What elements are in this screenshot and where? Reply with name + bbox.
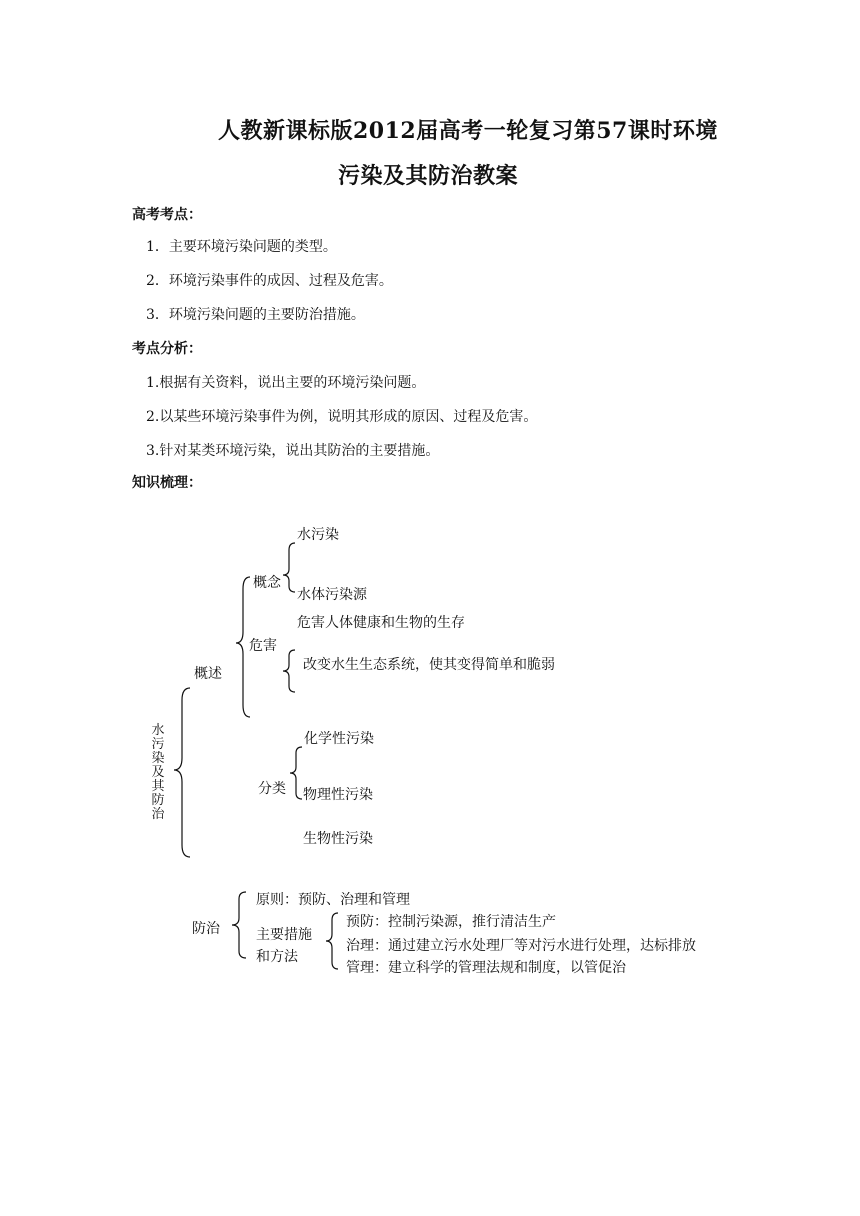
node-overview: 概述 (194, 666, 222, 682)
node-chemical: 化学性污染 (304, 731, 374, 747)
node-biological: 生物性污染 (303, 831, 373, 847)
exam-point-item: 1．主要环境污染问题的类型。 (146, 239, 337, 255)
node-pollution-source: 水体污染源 (297, 587, 367, 603)
brace-concept (283, 543, 295, 592)
node-water-pollution: 水污染 (297, 527, 339, 543)
node-harm: 危害 (249, 638, 277, 654)
section-heading-exam-points: 高考考点： (132, 207, 202, 223)
node-prevention: 预防：控制污染源，推行清洁生产 (346, 914, 556, 930)
node-classification: 分类 (258, 781, 286, 797)
exam-point-item: 3．环境污染问题的主要防治措施。 (146, 307, 365, 323)
brace-overview (236, 577, 250, 717)
node-harm-1: 危害人体健康和生物的生存 (297, 615, 465, 631)
node-concept: 概念 (253, 575, 281, 591)
brace-control (232, 892, 246, 958)
brace-measures (326, 913, 338, 969)
analysis-item: 1.根据有关资料，说出主要的环境污染问题。 (146, 375, 426, 391)
node-treatment: 治理：通过建立污水处理厂等对污水进行处理，达标排放 (346, 938, 696, 954)
node-measures-line-2: 和方法 (256, 949, 298, 965)
brace-harm (283, 650, 295, 692)
analysis-item: 3.针对某类环境污染，说出其防治的主要措施。 (146, 443, 440, 459)
brace-root (174, 688, 190, 857)
analysis-item: 2.以某些环境污染事件为例，说明其形成的原因、过程及危害。 (146, 409, 538, 425)
brace-classification (290, 747, 302, 799)
exam-point-item: 2．环境污染事件的成因、过程及危害。 (146, 273, 393, 289)
node-physical: 物理性污染 (303, 787, 373, 803)
node-measures-line-1: 主要措施 (256, 927, 312, 943)
node-harm-2: 改变水生生态系统，使其变得简单和脆弱 (303, 657, 555, 673)
page-title-line-1: 人教新课标版2012届高考一轮复习第57课时环境 (218, 118, 718, 144)
diagram-root-label: 水污染及其防治 (151, 723, 165, 822)
node-principle: 原则：预防、治理和管理 (256, 892, 410, 908)
section-heading-analysis: 考点分析： (132, 341, 202, 357)
page-title-line-2: 污染及其防治教案 (338, 163, 519, 189)
node-control: 防治 (192, 921, 220, 937)
node-management: 管理：建立科学的管理法规和制度，以管促治 (346, 960, 626, 976)
section-heading-knowledge: 知识梳理： (132, 475, 202, 491)
